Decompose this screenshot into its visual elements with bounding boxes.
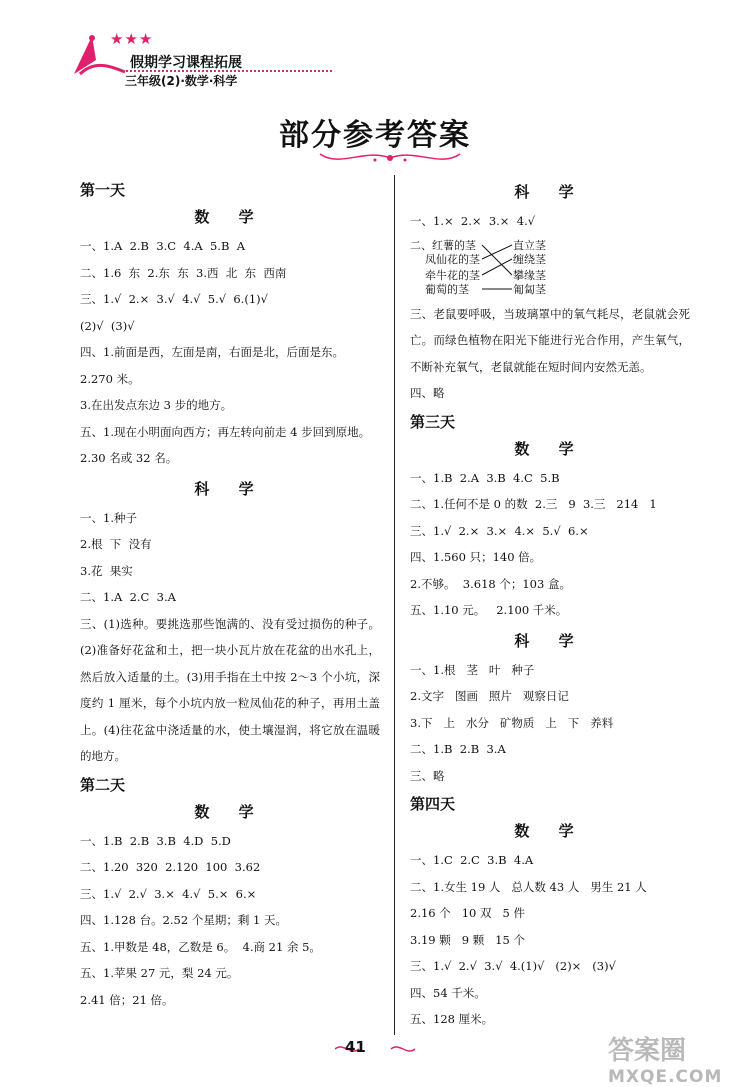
answer-line: 3.19 颗 9 颗 15 个: [410, 932, 525, 947]
match-right-item: 缠绕茎: [513, 252, 546, 266]
answer-line: 五、1.现在小明面向西方；再左转向前走 4 步回到原地。: [80, 424, 371, 439]
answer-line: 二、1.女生 19 人 总人数 43 人 男生 21 人: [410, 879, 647, 894]
left-column: [80, 175, 380, 1013]
day3-math-heading: 数 学: [514, 439, 586, 458]
answer-line: 四、1.128 台。2.52 个星期；剩 1 天。: [80, 913, 287, 927]
day1-science-heading: 科 学: [194, 479, 266, 498]
answer-line: 3.下 上 水分 矿物质 上 下 养料: [410, 715, 614, 730]
answer-line: 三、1.√ 2.× 3.× 4.× 5.√ 6.×: [410, 523, 589, 538]
page-number: 41: [345, 1038, 366, 1056]
match-left-item: 牵牛花的茎: [425, 268, 480, 282]
answer-line: 一、1.B 2.A 3.B 4.C 5.B: [410, 470, 560, 485]
answer-line: 二、1.A 2.C 3.A: [80, 590, 176, 604]
day1-heading: 第一天: [80, 181, 126, 199]
match-right-item: 匍匐茎: [513, 282, 546, 296]
answer-line: 2.16 个 10 双 5 件: [410, 906, 525, 920]
day1-math-heading: 数 学: [194, 208, 266, 226]
answer-line: 一、1.× 2.× 3.× 4.√: [410, 214, 536, 228]
answer-line: 一、1.C 2.C 3.B 4.A: [410, 853, 534, 867]
day3-heading: 第三天: [410, 412, 456, 431]
answer-line: 一、1.种子: [80, 510, 137, 525]
watermark: [608, 1030, 738, 1087]
answer-line: 一、1.根 茎 叶 种子: [410, 662, 535, 677]
day2-math-heading: 数 学: [194, 802, 266, 821]
match-left-item: 二、红薯的茎: [410, 238, 476, 252]
answer-line: 二、1.6 东 2.东 东 3.西 北 东 西南: [80, 265, 287, 280]
series-title: 假期学习课程拓展: [130, 55, 242, 71]
day2-heading: 第二天: [80, 775, 126, 794]
answer-line: 2.文字 图画 照片 观察日记: [410, 689, 569, 703]
watermark-text: 答案圈: [608, 1036, 687, 1066]
answer-line: 五、1.苹果 27 元，梨 24 元。: [80, 966, 239, 980]
answer-paragraph: 三、(1)选种。要挑选那些饱满的、没有受过损伤的种子。(2)准备好花盆和土，把一块小瓦片放在花盆的出水孔上，然后放入适量的土。(3)用手指在土中按 2～3 个小坑，深度约 1 厘米，每个小坑内放一粒凤仙花的种子，再用土盖上。(4)往花盆中浇适量的水，使土壤湿润，将它放在温暖的地方。: [80, 616, 380, 763]
match-left-item: 葡萄的茎: [425, 282, 469, 296]
stars-icon: ★★★: [110, 30, 154, 48]
answer-line: 五、1.甲数是 48，乙数是 6。 4.商 21 余 5。: [80, 939, 321, 954]
answer-line: 二、1.任何不是 0 的数 2.三 9 3.三 214 1: [410, 497, 657, 511]
answer-line: 3.花 果实: [80, 563, 133, 578]
answer-line: 五、128 厘米。: [410, 1012, 494, 1026]
answer-line: 五、1.10 元。 2.100 千米。: [410, 603, 568, 617]
title-ornament-icon: [315, 146, 465, 168]
answer-line: 2.根 下 没有: [80, 537, 152, 551]
answer-line: 四、1.560 只；140 倍。: [410, 550, 542, 564]
answer-line: 2.270 米。: [80, 371, 140, 386]
day2-science-heading: 科 学: [514, 183, 586, 201]
answer-line: 三、略: [410, 768, 445, 783]
day4-heading: 第四天: [410, 795, 456, 813]
stem-matching: [410, 237, 690, 297]
answer-line: 三、1.√ 2.× 3.√ 4.√ 5.√ 6.(1)√: [80, 292, 268, 306]
answer-line: 3.在出发点东边 3 步的地方。: [80, 398, 233, 412]
answer-paragraph: 三、老鼠要呼吸，当玻璃罩中的氧气耗尽，老鼠就会死亡。而绿色植物在阳光下能进行光合作用，产生氧气，不断补充氧气，老鼠就能在短时间内安然无恙。: [410, 306, 690, 374]
answer-line: 二、1.20 320 2.120 100 3.62: [80, 860, 261, 874]
page-title: 部分参考答案: [279, 118, 471, 153]
grade-line: 三年级(2)·数学·科学: [125, 74, 238, 88]
day3-science-heading: 科 学: [514, 631, 586, 650]
watermark-url: MXQE.COM: [608, 1067, 723, 1087]
answer-line: 三、1.√ 2.√ 3.√ 4.(1)√ (2)× (3)√: [410, 959, 616, 973]
answer-line: (2)√ (3)√: [80, 318, 135, 333]
page-header: [70, 30, 370, 90]
match-right-item: 攀缘茎: [513, 268, 546, 282]
answer-line: 2.30 名或 32 名。: [80, 451, 178, 465]
answer-line: 四、略: [410, 386, 445, 400]
right-column: [410, 175, 690, 1033]
answer-line: 三、1.√ 2.√ 3.× 4.√ 5.× 6.×: [80, 886, 257, 901]
answer-line: 2.41 倍；21 倍。: [80, 992, 174, 1007]
match-left-item: 凤仙花的茎: [425, 252, 480, 266]
answer-line: 一、1.A 2.B 3.C 4.A 5.B A: [80, 239, 246, 253]
answer-line: 四、54 千米。: [410, 985, 486, 1000]
answer-line: 二、1.B 2.B 3.A: [410, 742, 506, 756]
match-right-item: 直立茎: [513, 238, 546, 252]
column-divider: [394, 175, 395, 1035]
answer-line: 一、1.B 2.B 3.B 4.D 5.D: [80, 833, 231, 848]
answer-line: 四、1.前面是西，左面是南，右面是北，后面是东。: [80, 345, 344, 359]
answer-line: 2.不够。 3.618 个；103 盒。: [410, 576, 571, 591]
day4-math-heading: 数 学: [514, 822, 586, 840]
